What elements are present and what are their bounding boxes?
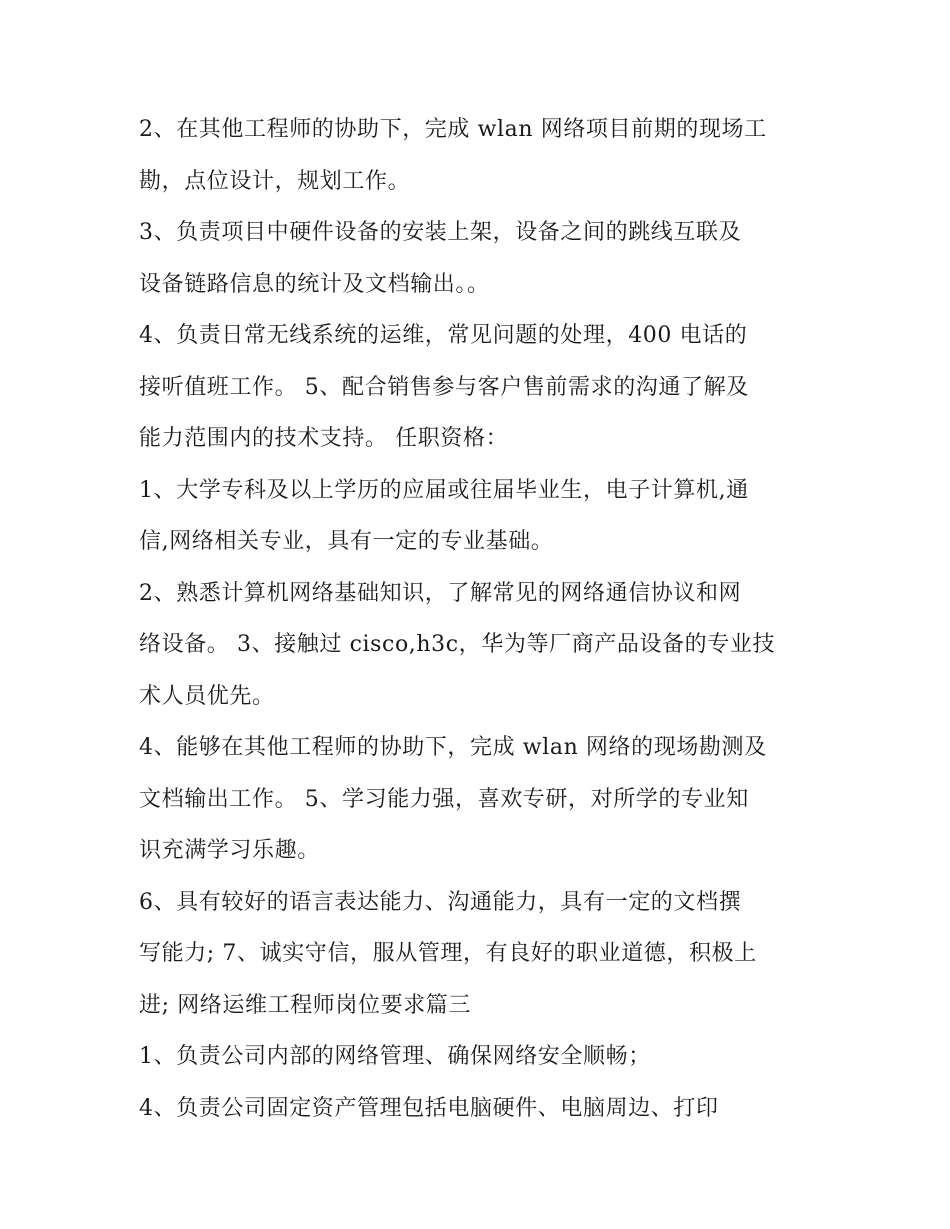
text-line: 识充满学习乐趣。 xyxy=(139,838,320,863)
text-line: 文档输出工作。 5、学习能力强，喜欢专研，对所学的专业知 xyxy=(139,786,749,812)
text-line: 信,网络相关专业，具有一定的专业基础。 xyxy=(139,529,554,554)
text-line: 2、熟悉计算机网络基础知识，了解常见的网络通信协议和网 xyxy=(139,580,742,606)
text-line: 4、负责公司固定资产管理包括电脑硬件、电脑周边、打印 xyxy=(139,1095,719,1121)
text-line: 2、在其他工程师的协助下，完成 wlan 网络项目前期的现场工 xyxy=(139,117,767,142)
text-line: 写能力; 7、诚实守信，服从管理，有良好的职业道德，积极上 xyxy=(139,941,757,966)
text-line: 术人员优先。 xyxy=(139,683,275,709)
text-line: 3、负责项目中硬件设备的安装上架，设备之间的跳线互联及 xyxy=(139,220,742,245)
text-line: 1、大学专科及以上学历的应届或往届毕业生，电子计算机,通 xyxy=(139,477,749,503)
document-body xyxy=(139,104,819,1134)
text-line: 能力范围内的技术支持。 任职资格： xyxy=(139,426,509,451)
text-line: 接听值班工作。 5、配合销售参与客户售前需求的沟通了解及 xyxy=(139,374,749,400)
paragraph-text xyxy=(139,104,819,1134)
text-line: 络设备。 3、接触过 cisco,h3c，华为等厂商产品设备的专业技 xyxy=(139,632,776,657)
text-line: 4、负责日常无线系统的运维，常见问题的处理，400 电话的 xyxy=(139,323,748,348)
text-line: 4、能够在其他工程师的协助下，完成 wlan 网络的现场勘测及 xyxy=(139,735,767,760)
text-line: 进; 网络运维工程师岗位要求篇三 xyxy=(139,992,472,1018)
text-line: 设备链路信息的统计及文档输出。。 xyxy=(139,271,490,297)
text-line: 勘，点位设计，规划工作。 xyxy=(139,168,411,194)
text-line: 6、具有较好的语言表达能力、沟通能力，具有一定的文档撰 xyxy=(139,889,742,915)
text-line: 1、负责公司内部的网络管理、确保网络安全顺畅； xyxy=(139,1044,651,1069)
